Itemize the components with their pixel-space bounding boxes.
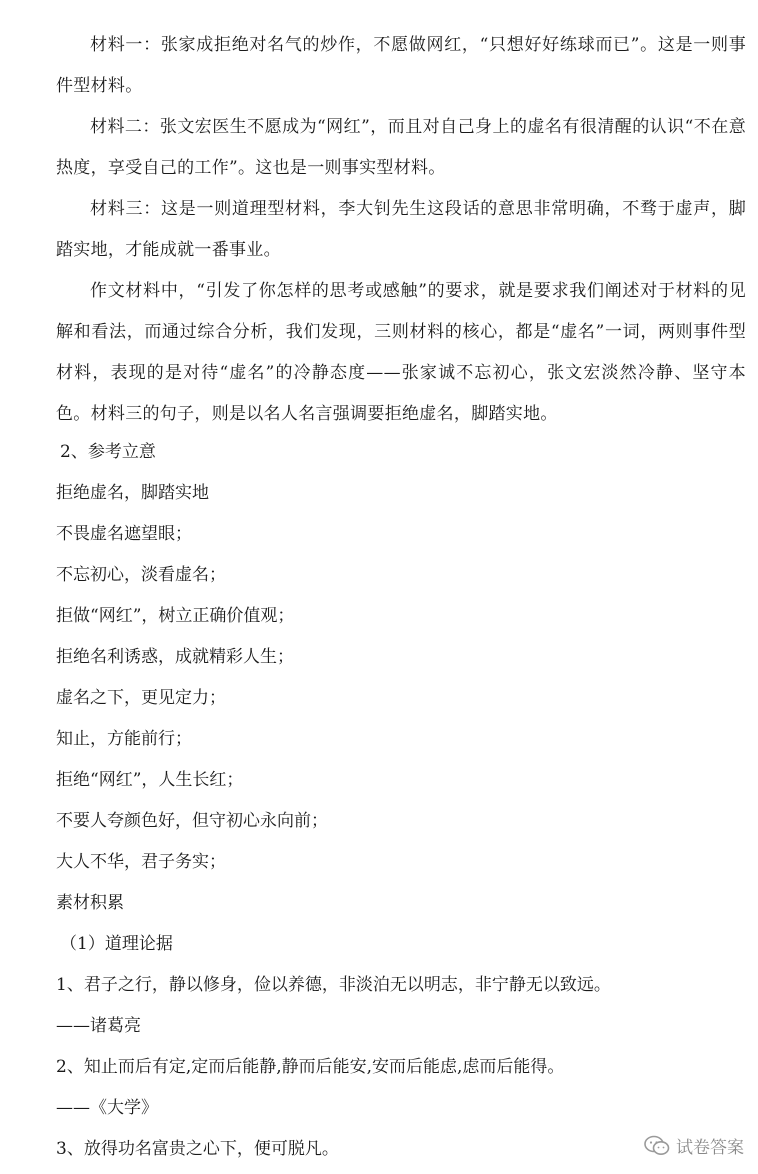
watermark <box>644 1133 744 1158</box>
quote-attribution: ——诸葛亮 <box>56 1016 141 1036</box>
watermark-text: 试卷答案 <box>676 1138 744 1158</box>
idea-item: 拒绝虚名，脚踏实地 <box>56 483 209 503</box>
idea-item: 拒绝“网红”，人生长红； <box>56 770 244 790</box>
idea-item: 不要人夸颜色好，但守初心永向前； <box>56 811 328 831</box>
idea-item: 大人不华，君子务实； <box>56 852 226 872</box>
quote-line: 1、君子之行，静以修身，俭以养德，非淡泊无以明志，非宁静无以致远。 <box>56 975 611 995</box>
idea-item: 不忘初心，淡看虚名； <box>56 565 226 585</box>
wechat-icon <box>644 1135 670 1157</box>
paragraph-analysis: 作文材料中，“引发了你怎样的思考或感触”的要求，就是要求我们阐述对于材料的见解和看法，而通过综合分析，我们发现，三则材料的核心，都是“虚名”一词，两则事件型材料，表现的是对待“虚名”的冷静态度——张家诚不忘初心，张文宏淡然冷静、坚守本色。材料三的句子，则是以名人名言强调要拒绝虚名，脚踏实地。 <box>56 281 746 424</box>
idea-item: 不畏虚名遮望眼； <box>56 524 192 544</box>
idea-item: 知止，方能前行； <box>56 729 192 749</box>
quote-line: 2、知止而后有定,定而后能静,静而后能安,安而后能虑,虑而后能得。 <box>56 1057 565 1077</box>
section-heading-reference-ideas: 2、参考立意 <box>60 442 156 462</box>
idea-item: 拒做“网红”，树立正确价值观； <box>56 606 295 626</box>
paragraph-material-1: 材料一：张家成拒绝对名气的炒作，不愿做网红，“只想好好练球而已”。这是一则事件型材料。 <box>56 35 746 96</box>
paragraph-material-2: 材料二：张文宏医生不愿成为“网红”，而且对自己身上的虚名有很清醒的认识“不在意热度，享受自己的工作”。这也是一则事实型材料。 <box>56 117 746 178</box>
quote-attribution: ——《大学》 <box>56 1098 158 1118</box>
quote-line: 3、放得功名富贵之心下，便可脱凡。 <box>56 1139 339 1159</box>
idea-item: 拒绝名利诱惑，成就精彩人生； <box>56 647 294 667</box>
paragraph-material-3: 材料三：这是一则道理型材料，李大钊先生这段话的意思非常明确，不骛于虚声，脚踏实地，才能成就一番事业。 <box>56 199 746 260</box>
idea-item: 虚名之下，更见定力； <box>56 688 226 708</box>
material-accumulation-heading: 素材积累 <box>56 893 124 913</box>
subheading-reasoning-evidence: （1）道理论据 <box>60 934 173 954</box>
